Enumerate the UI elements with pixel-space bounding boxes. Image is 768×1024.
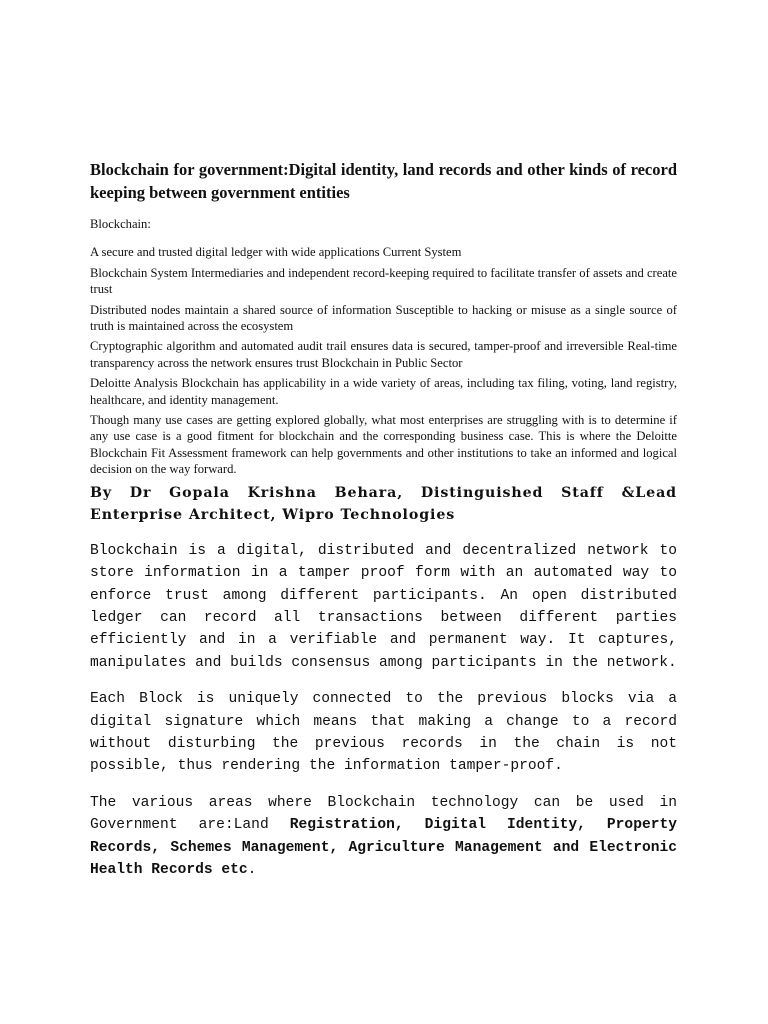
intro-paragraph: Distributed nodes maintain a shared source of information Susceptible to hacking or misuse as a single source of truth is maintained across the ecosystem <box>90 302 677 334</box>
intro-paragraph: A secure and trusted digital ledger with wide applications Current System <box>90 245 462 260</box>
areas-paragraph <box>90 792 677 882</box>
document-page <box>90 158 677 895</box>
document-title: Blockchain for government:Digital identity, land records and other kinds of record keeping between government entities <box>90 160 677 202</box>
intro-paragraph: Deloitte Analysis Blockchain has applicability in a wide variety of areas, including tax filing, voting, land registry, healthcare, and identity management. <box>90 376 677 407</box>
areas-intro-text: The various areas where Blockchain technology can be used in Government are:Land <box>90 794 677 834</box>
intro-paragraph: Though many use cases are getting explored globally, what most enterprises are struggling with is to determine if any use case is a good fitment for blockchain and the corresponding business case. This is where the Deloitte Blockchain Fit Assessment framework can help governments and other institutions to take an informed and logical decision on the way forward. <box>90 413 677 477</box>
intro-paragraph: Blockchain System Intermediaries and independent record-keeping required to facilitate transfer of assets and create trust <box>90 265 677 297</box>
areas-end-text: . <box>247 861 257 878</box>
author-byline: By Dr Gopala Krishna Behara, Distinguished Staff &Lead Enterprise Architect, Wipro Technologies <box>90 484 677 523</box>
intro-label: Blockchain: <box>90 217 151 231</box>
areas-bold-text: Registration, Digital Identity, Property Records, Schemes Management, Agriculture Management and Electronic Health Records etc <box>90 817 677 878</box>
body-paragraph: Each Block is uniquely connected to the previous blocks via a digital signature which means that making a change to a record without disturbing the previous records in the chain is not possible, thus rendering the information tamper-proof. <box>90 691 677 775</box>
intro-paragraph: Cryptographic algorithm and automated audit trail ensures data is secured, tamper-proof and irreversible Real-time transparency across the network ensures trust Blockchain in Public Sector <box>90 339 677 370</box>
body-paragraph: Blockchain is a digital, distributed and decentralized network to store information in a tamper proof form with an automated way to enforce trust among different participants. An open distributed ledger can record all transactions between different parties efficiently and in a verifiable and permanent way. It captures, manipulates and builds consensus among participants in the network. <box>90 542 677 671</box>
